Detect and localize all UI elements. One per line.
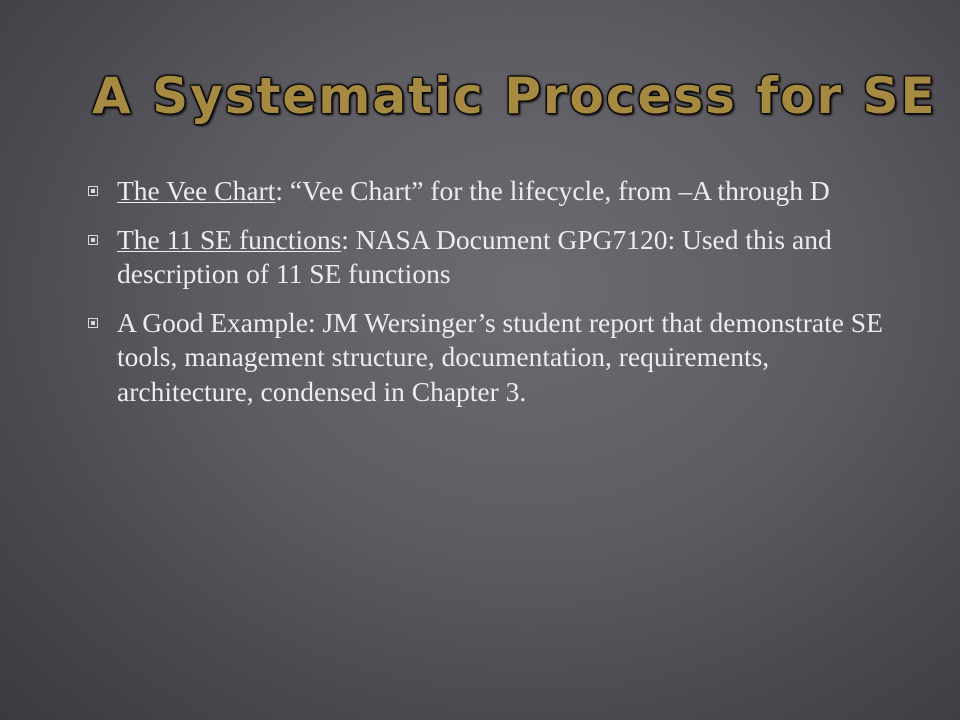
square-bullet-icon: [88, 186, 98, 196]
bullet-item-se-functions: [88, 223, 908, 292]
square-bullet-icon: [88, 318, 98, 328]
bullet-text: : NASA Document GPG7120: Used this and description of 11 SE functions: [117, 223, 832, 289]
bullet-term: The 11 SE functions: [117, 223, 342, 255]
bullet-item-vee-chart: [88, 174, 908, 209]
bullet-list: [88, 174, 908, 423]
slide-title: A Systematic Process for SE: [92, 67, 937, 125]
bullet-text: A Good Example: JM Wersinger’s student report that demonstrate SE tools, management structure, documentation, requirements, architecture, condensed in Chapter 3.: [117, 306, 883, 407]
bullet-text: : “Vee Chart” for the lifecycle, from –A through D: [275, 175, 830, 206]
bullet-item-good-example: [88, 306, 908, 410]
bullet-term: The Vee Chart: [117, 175, 276, 206]
square-bullet-icon: [88, 235, 98, 245]
